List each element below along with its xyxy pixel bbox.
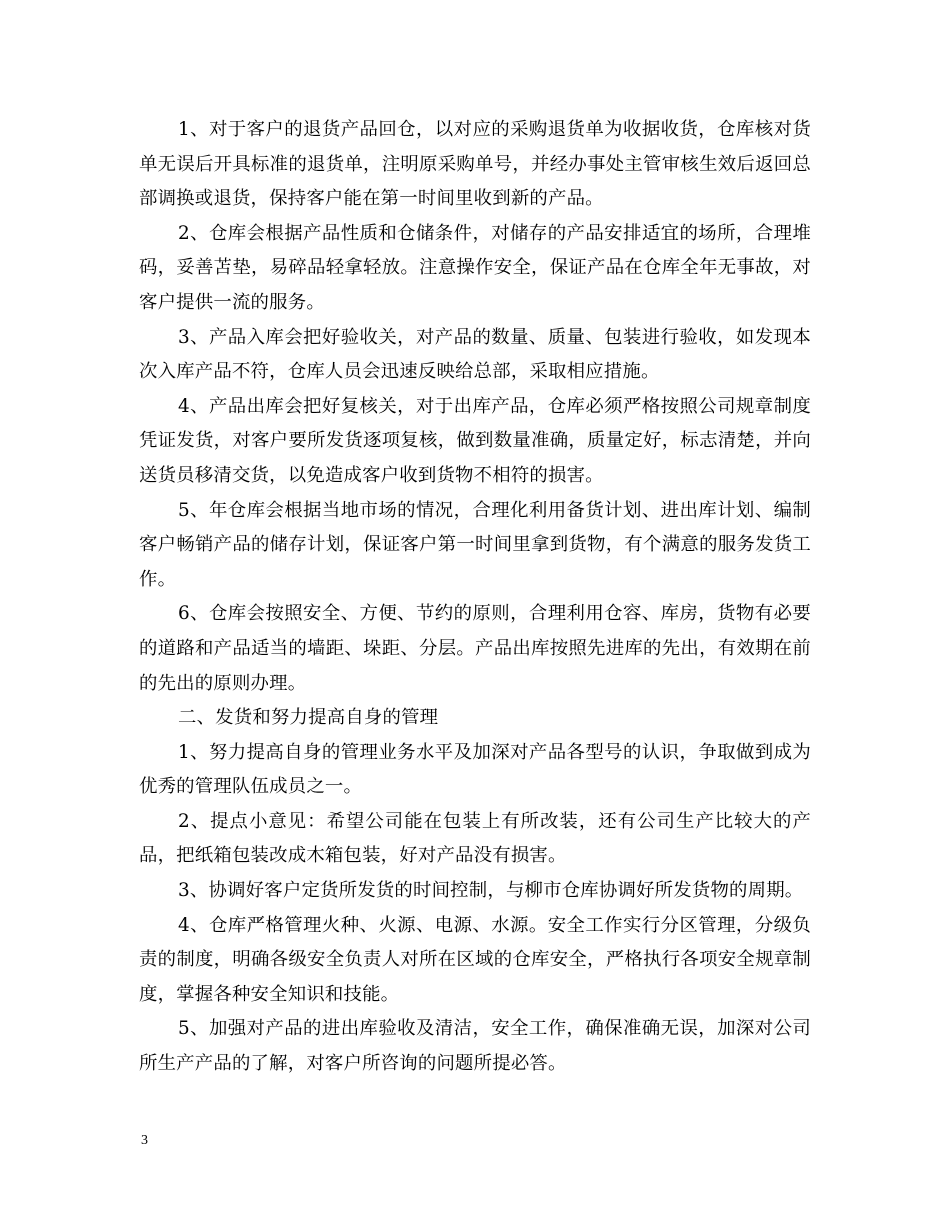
page-number: 3 <box>141 1133 148 1148</box>
paragraph-returns: 1、对于客户的退货产品回仓，以对应的采购退货单为收据收货，仓库核对货单无误后开具标准的退货单，注明原采购单号，并经办事处主管审核生效后返回总部调换或退货，保持客户能在第一时间里收到新的产品。 <box>139 119 811 210</box>
paragraph-delivery-coordination: 3、协调好客户定货所发货的时间控制，与柳市仓库协调好所发货物的周期。 <box>178 880 804 902</box>
paragraph-outbound-review: 4、产品出库会把好复核关，对于出库产品，仓库必须严格按照公司规章制度凭证发货，对客户要所发货逐项复核，做到数量准确，质量定好，标志清楚，并向送货员移清交货，以免造成客户收到货物不相符的损害。 <box>139 395 811 486</box>
paragraph-storage-planning: 5、年仓库会根据当地市场的情况，合理化利用备货计划、进出库计划、编制客户畅销产品的储存计划，保证客户第一时间里拿到货物，有个满意的服务发货工作。 <box>139 499 811 590</box>
paragraph-inspection-cleaning: 5、加强对产品的进出库验收及清洁，安全工作，确保准确无误，加深对公司所生产产品的了解，对客户所咨询的问题所提必答。 <box>139 1018 811 1075</box>
paragraph-storage-conditions: 2、仓库会根据产品性质和仓储条件，对储存的产品安排适宜的场所，合理堆码，妥善苫垫，易碎品轻拿轻放。注意操作安全，保证产品在仓库全年无事故，对客户提供一流的服务。 <box>139 222 811 313</box>
paragraph-safety-management: 4、仓库严格管理火种、火源、电源、水源。安全工作实行分区管理，分级负责的制度，明确各级安全负责人对所在区域的仓库安全，严格执行各项安全规章制度，掌握各种安全知识和技能。 <box>139 914 811 1005</box>
paragraph-self-improvement: 1、努力提高自身的管理业务水平及加深对产品各型号的认识，争取做到成为优秀的管理队伍成员之一。 <box>139 741 811 798</box>
paragraph-packaging-suggestion: 2、提点小意见：希望公司能在包装上有所改装，还有公司生产比较大的产品，把纸箱包装改成木箱包装，好对产品没有损害。 <box>139 810 811 867</box>
paragraph-warehouse-layout: 6、仓库会按照安全、方便、节约的原则，合理利用仓容、库房，货物有必要的道路和产品适当的墙距、垛距、分层。产品出库按照先进库的先出，有效期在前的先出的原则办理。 <box>139 603 811 694</box>
document-body <box>139 113 811 1082</box>
section-heading: 二、发货和努力提高自身的管理 <box>178 707 439 729</box>
paragraph-inbound-inspection: 3、产品入库会把好验收关，对产品的数量、质量、包装进行验收，如发现本次入库产品不符，仓库人员会迅速反映给总部，采取相应措施。 <box>139 326 811 383</box>
